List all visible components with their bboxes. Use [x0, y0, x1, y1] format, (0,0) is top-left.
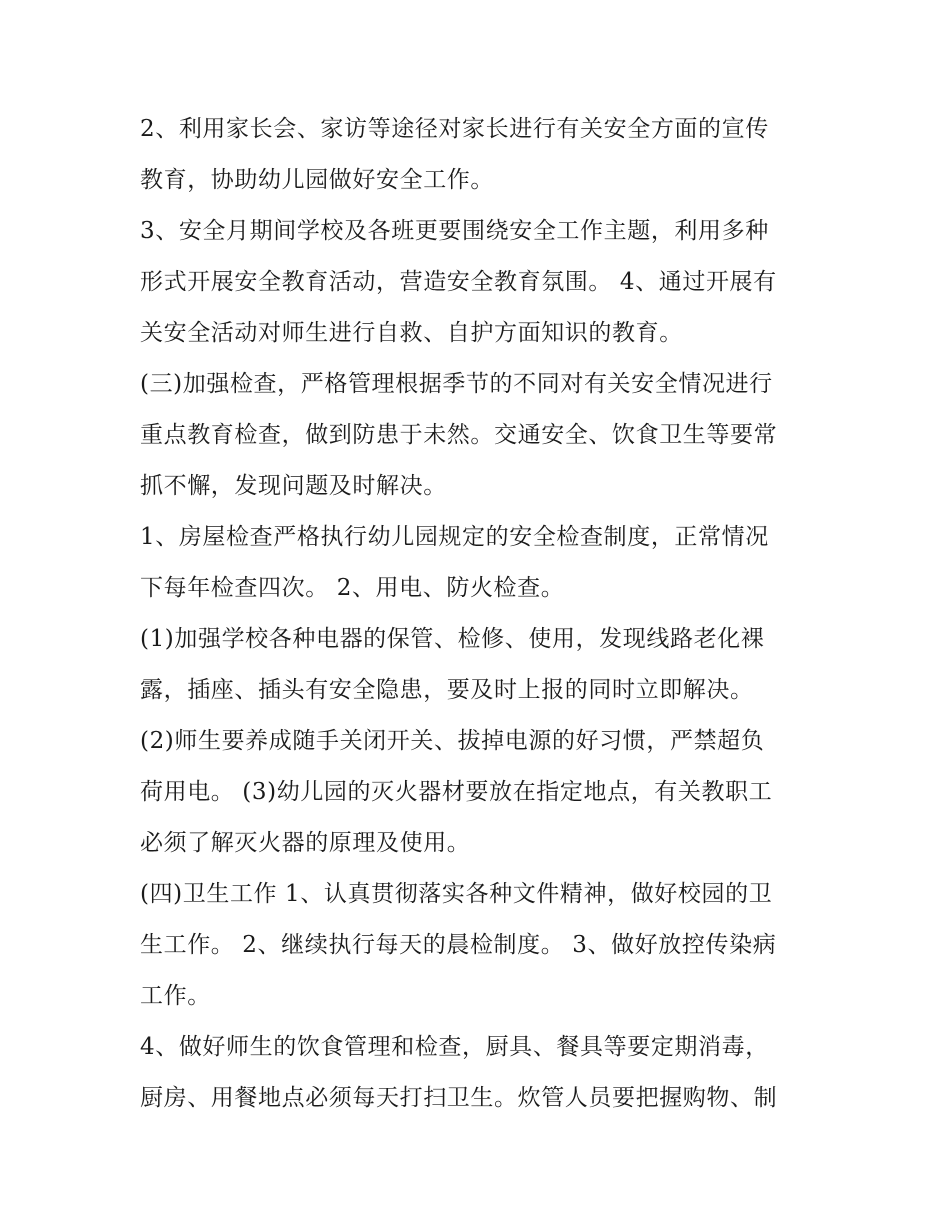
text-line: 形式开展安全教育活动，营造安全教育氛围。 4、通过开展有	[140, 269, 777, 295]
text-line: (三)加强检查，严格管理根据季节的不同对有关安全情况进行	[140, 371, 773, 397]
text-line: 4、做好师生的饮食管理和检查，厨具、餐具等要定期消毒，	[140, 1034, 769, 1060]
text-line: 荷用电。 (3)幼儿园的灭火器材要放在指定地点，有关教职工	[140, 779, 773, 805]
text-line: (四)卫生工作 1、认真贯彻落实各种文件精神，做好校园的卫	[140, 881, 773, 907]
text-line: 露，插座、插头有安全隐患，要及时上报的同时立即解决。	[140, 677, 754, 703]
text-line: 教育，协助幼儿园做好安全工作。	[140, 167, 494, 193]
document-body	[140, 104, 815, 1124]
text-line: (2)师生要养成随手关闭开关、拔掉电源的好习惯，严禁超负	[140, 728, 765, 754]
text-line: 抓不懈，发现问题及时解决。	[140, 473, 447, 499]
text-line: (1)加强学校各种电器的保管、检修、使用，发现线路老化裸	[140, 626, 765, 652]
text-line: 生工作。 2、继续执行每天的晨检制度。 3、做好放控传染病	[140, 932, 777, 958]
text-line: 必须了解灭火器的原理及使用。	[140, 830, 471, 856]
text-line: 厨房、用餐地点必须每天打扫卫生。炊管人员要把握购物、制	[140, 1085, 778, 1111]
text-line: 3、安全月期间学校及各班更要围绕安全工作主题，利用多种	[140, 218, 769, 244]
text-line: 关安全活动对师生进行自救、自护方面知识的教育。	[140, 320, 683, 346]
text-line: 下每年检查四次。 2、用电、防火检查。	[140, 575, 565, 601]
text-line: 2、利用家长会、家访等途径对家长进行有关安全方面的宣传	[140, 116, 769, 142]
text-line: 1、房屋检查严格执行幼儿园规定的安全检查制度，正常情况	[140, 524, 769, 550]
text-line: 重点教育检查，做到防患于未然。交通安全、饮食卫生等要常	[140, 422, 778, 448]
text-line: 工作。	[140, 983, 211, 1009]
